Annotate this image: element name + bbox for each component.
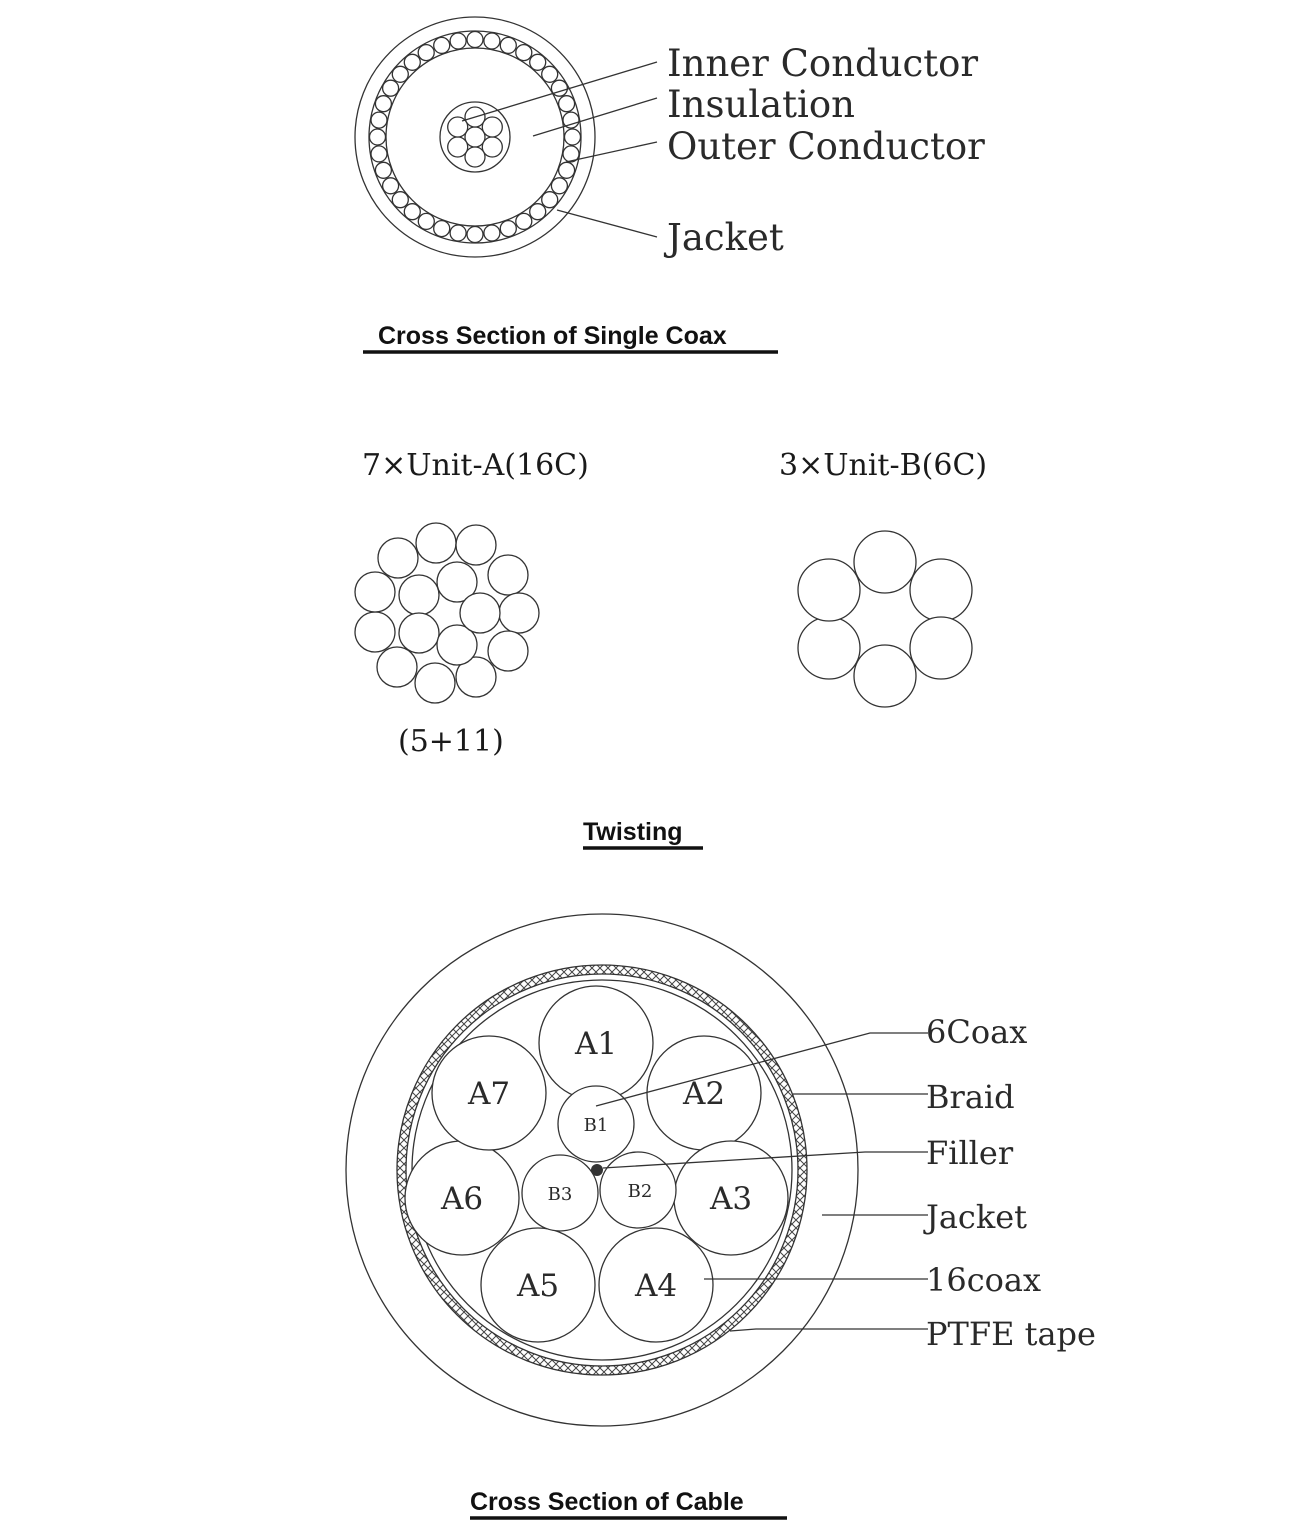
label-filler: Filler bbox=[926, 1134, 1014, 1172]
leader-jacket bbox=[557, 210, 657, 237]
unit-a-bundle bbox=[355, 523, 539, 703]
outer-conductor-strand bbox=[434, 37, 450, 53]
inner-conductor-strand bbox=[465, 147, 485, 167]
unit-a-coax bbox=[499, 593, 539, 633]
outer-conductor-strand bbox=[371, 146, 387, 162]
outer-conductor-strand bbox=[500, 221, 516, 237]
unit-b-coax bbox=[854, 531, 916, 593]
outer-conductor-strand bbox=[383, 80, 399, 96]
outer-conductor-strand bbox=[375, 162, 391, 178]
label-unit-a: 7×Unit-A(16C) bbox=[362, 448, 589, 483]
outer-conductor-strand bbox=[375, 96, 391, 112]
label-outer-conductor: Outer Conductor bbox=[667, 125, 985, 168]
outer-conductor-strand bbox=[467, 32, 483, 48]
label-braid: Braid bbox=[926, 1078, 1015, 1116]
unit-a-coax bbox=[416, 523, 456, 563]
outer-conductor-strand bbox=[516, 213, 532, 229]
outer-conductor-strand bbox=[450, 225, 466, 241]
label-jacket: Jacket bbox=[926, 1198, 1028, 1236]
label-ptfe-tape: PTFE tape bbox=[926, 1315, 1096, 1353]
unit-b-coax bbox=[854, 645, 916, 707]
unit-b-coax bbox=[798, 617, 860, 679]
unit-a-coax bbox=[378, 538, 418, 578]
outer-conductor-strand bbox=[450, 33, 466, 49]
label-6coax: 6Coax bbox=[926, 1013, 1028, 1051]
inner-conductor-strand bbox=[448, 137, 468, 157]
unit-a-coax bbox=[488, 555, 528, 595]
unit-a4-label: A4 bbox=[634, 1268, 678, 1304]
unit-a-coax bbox=[399, 575, 439, 615]
outer-conductor-strand bbox=[418, 45, 434, 61]
outer-conductor-strand bbox=[559, 96, 575, 112]
label-insulation: Insulation bbox=[667, 83, 855, 126]
unit-a6-label: A6 bbox=[440, 1181, 484, 1217]
caption-cable: Cross Section of Cable bbox=[470, 1488, 744, 1516]
unit-b2-label: B2 bbox=[627, 1181, 653, 1202]
outer-conductor-strand bbox=[484, 225, 500, 241]
unit-a-coax bbox=[415, 663, 455, 703]
label-unit-b: 3×Unit-B(6C) bbox=[779, 448, 988, 483]
unit-a-coax bbox=[399, 613, 439, 653]
unit-a3-label: A3 bbox=[709, 1181, 753, 1217]
outer-conductor-strand bbox=[516, 45, 532, 61]
outer-conductor-strand bbox=[370, 129, 386, 145]
unit-a5-label: A5 bbox=[516, 1268, 560, 1304]
unit-b-coax bbox=[910, 617, 972, 679]
single-coax-figure bbox=[355, 17, 985, 352]
unit-a-coax bbox=[377, 647, 417, 687]
outer-conductor-strand bbox=[484, 33, 500, 49]
unit-a-coax bbox=[456, 525, 496, 565]
unit-a7-label: A7 bbox=[467, 1076, 511, 1112]
unit-a-coax bbox=[460, 593, 500, 633]
outer-conductor-strand bbox=[467, 227, 483, 243]
inner-conductor-strand bbox=[482, 137, 502, 157]
unit-b1-label: B1 bbox=[583, 1115, 609, 1136]
unit-a-coax bbox=[488, 631, 528, 671]
unit-a-coax bbox=[355, 612, 395, 652]
outer-conductor-strand bbox=[565, 129, 581, 145]
outer-conductor-strand bbox=[434, 221, 450, 237]
label-16coax: 16coax bbox=[926, 1261, 1042, 1299]
outer-conductor-strand bbox=[559, 162, 575, 178]
inner-conductor-strand bbox=[465, 127, 485, 147]
cable-filler bbox=[591, 1164, 603, 1176]
inner-conductor-strand bbox=[482, 117, 502, 137]
outer-conductor-strand bbox=[551, 178, 567, 194]
caption-single-coax: Cross Section of Single Coax bbox=[378, 322, 727, 350]
outer-conductor-strand bbox=[418, 213, 434, 229]
caption-twisting: Twisting bbox=[583, 818, 683, 846]
label-unit-a-config: (5+11) bbox=[398, 724, 504, 759]
unit-a-coax bbox=[355, 572, 395, 612]
unit-a1-label: A1 bbox=[574, 1026, 618, 1062]
unit-b-bundle bbox=[798, 531, 972, 707]
label-inner-conductor: Inner Conductor bbox=[667, 42, 979, 85]
outer-conductor-strand bbox=[500, 37, 516, 53]
cable-figure bbox=[346, 914, 1096, 1518]
outer-conductor-strand bbox=[371, 112, 387, 128]
unit-b3-label: B3 bbox=[547, 1184, 573, 1205]
unit-b-coax bbox=[798, 559, 860, 621]
twisting-figure bbox=[355, 448, 987, 848]
outer-conductor-strand bbox=[383, 178, 399, 194]
unit-b-coax bbox=[910, 559, 972, 621]
unit-a2-label: A2 bbox=[682, 1076, 726, 1112]
label-jacket: Jacket bbox=[667, 216, 784, 259]
